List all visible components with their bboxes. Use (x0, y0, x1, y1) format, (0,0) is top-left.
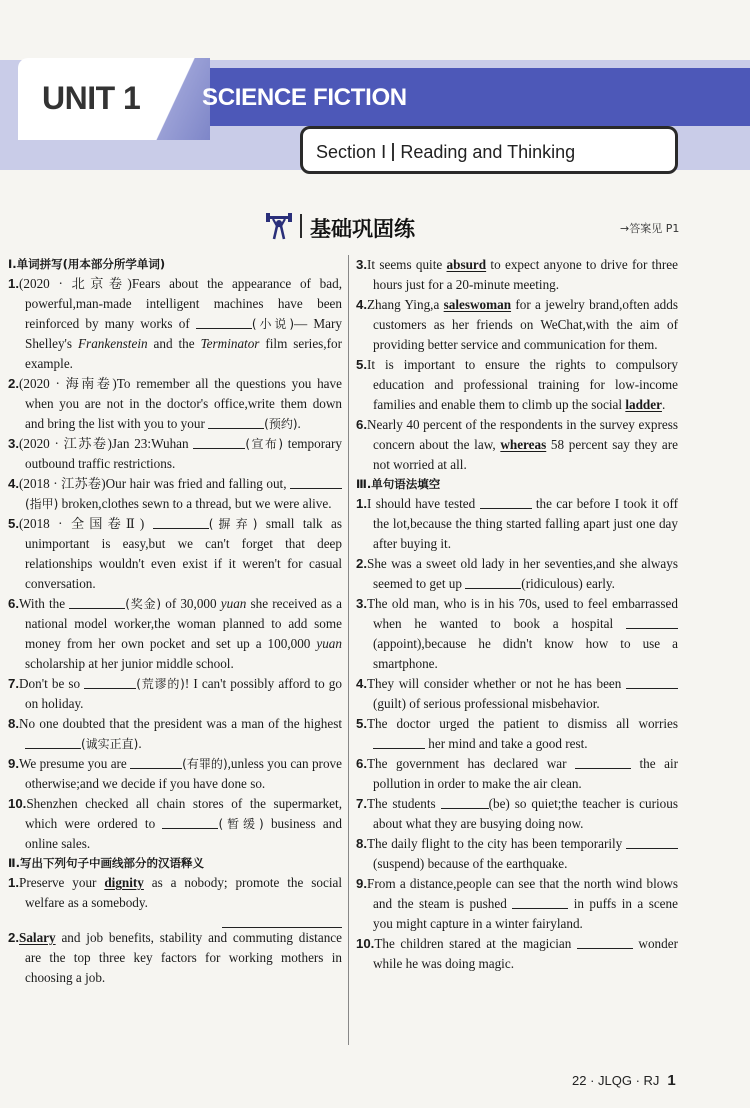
underlined-keyword: Salary (19, 930, 56, 945)
question-number: 5. (8, 516, 19, 531)
underlined-keyword: whereas (500, 437, 547, 452)
answer-blank[interactable] (626, 616, 678, 629)
answer-blank[interactable] (441, 796, 489, 809)
question-text: Preserve your (19, 875, 105, 890)
unit-topic: SCIENCE FICTION (202, 84, 407, 111)
right-column (356, 255, 678, 974)
question-number: 1. (356, 496, 367, 511)
grammar-question-2 (356, 554, 678, 594)
page-footer (572, 1072, 676, 1089)
hint-text: (小说) (251, 317, 295, 331)
answer-blank[interactable] (196, 316, 252, 329)
translation-question-4 (356, 295, 678, 355)
grammar-question-10 (356, 934, 678, 974)
grammar-question-9 (356, 874, 678, 934)
question-text: as a nobody; promote the social welfare as a somebody. (25, 875, 343, 910)
question-text: 58 percent say they are not worried at all. (373, 437, 679, 472)
question-text: Zhang Ying,a (367, 297, 444, 312)
question-number: 6. (8, 596, 19, 611)
question-1 (8, 274, 342, 374)
question-text: the air pollution in order to make the air clean. (373, 756, 678, 791)
question-2 (8, 374, 342, 434)
question-number: 5. (356, 716, 367, 731)
answer-reference: →答案见 P1 (620, 222, 680, 235)
answer-blank[interactable] (480, 496, 532, 509)
question-number: 7. (356, 796, 367, 811)
unit-title: UNIT 1 (42, 80, 141, 116)
hint-text: (宣布) (245, 437, 284, 451)
question-text: The children stared at the magician (374, 936, 577, 951)
question-text: ! I can't possibly afford to go on holiday. (25, 676, 342, 711)
question-text: because of the earthquake. (424, 856, 568, 871)
grammar-question-5 (356, 714, 678, 754)
question-number: 8. (8, 716, 19, 731)
question-number: 8. (356, 836, 367, 851)
question-text: of serious professional misbehavior. (405, 696, 600, 711)
grammar-question-1 (356, 494, 678, 554)
question-text: It seems quite (367, 257, 447, 272)
question-text: (2020 · 江苏卷)Jan 23:Wuhan (19, 436, 194, 451)
question-text: I should have tested (367, 496, 480, 511)
question-text: She was a sweet old lady in her seventies,and she always seemed to get up (367, 556, 678, 591)
question-number: 1. (8, 875, 19, 890)
hint-text: (指甲) (25, 497, 59, 511)
question-6 (8, 594, 342, 674)
question-number: 9. (356, 876, 367, 891)
question-text: They will consider whether or not he has been (367, 676, 626, 691)
question-text: No one doubted that the president was a man of the highest (19, 716, 342, 731)
answer-blank[interactable] (577, 936, 633, 949)
question-9 (8, 754, 342, 794)
practice-title: 基础巩固练 (310, 217, 415, 241)
question-text: . (138, 736, 142, 751)
question-number: 4. (356, 676, 367, 691)
question-text: — Mary Shelley's (25, 316, 342, 351)
column-divider (348, 255, 349, 1045)
question-text: (2018 · 江苏卷)Our hair was fried and falling out, (19, 476, 290, 491)
section-label: Section Ⅰ (316, 142, 387, 162)
hint-text: (有罪的) (182, 757, 228, 771)
practice-divider (300, 214, 302, 238)
question-text: (2018 · 全国卷Ⅱ) (19, 516, 153, 531)
question-text: The old man, who is in his 70s, used to feel embarrassed when he wanted to book a hospital (367, 596, 678, 631)
answer-blank[interactable] (626, 836, 678, 849)
answer-blank[interactable] (512, 896, 568, 909)
question-text: (2020 · 北京卷)Fears about the appearance of bad, powerful,man-made intelligent machines have been reinforced by many works of (19, 276, 342, 331)
hint-text: (摒弃) (208, 517, 258, 531)
question-number: 1. (8, 276, 19, 291)
section-divider (392, 143, 394, 161)
translation-question-5 (356, 355, 678, 415)
question-number: 3. (8, 436, 19, 451)
question-text: scholarship at her junior middle school. (25, 656, 234, 671)
question-number: 2. (356, 556, 367, 571)
grammar-question-8 (356, 834, 678, 874)
answer-blank[interactable] (69, 596, 125, 609)
question-text: . (297, 416, 301, 431)
question-text: early. (582, 576, 615, 591)
answer-blank[interactable] (84, 676, 136, 689)
question-text: (2020 · 海南卷)To remember all the questions you have when you are not in the doctor's office,write them down and bring the list with you to your (19, 376, 342, 431)
part3-heading: Ⅲ.单句语法填空 (356, 477, 441, 491)
hint-text: (诚实正直) (81, 737, 139, 751)
question-number: 4. (8, 476, 19, 491)
question-8 (8, 714, 342, 754)
question-number: 3. (356, 257, 367, 272)
question-text: film series,for example. (25, 336, 342, 371)
question-number: 10. (8, 796, 27, 811)
answer-line[interactable] (222, 913, 342, 928)
question-5 (8, 514, 342, 594)
question-text: ,unless you can prove otherwise;and we decide if you have done so. (25, 756, 342, 791)
part2-heading: Ⅱ.写出下列句子中画线部分的汉语释义 (8, 856, 204, 870)
unit-tab-fold (150, 58, 210, 140)
translation-question-2 (8, 928, 342, 988)
answer-blank[interactable] (626, 676, 678, 689)
grammar-question-3 (356, 594, 678, 674)
question-number: 10. (356, 936, 375, 951)
question-text: wonder while he was doing magic. (373, 936, 678, 971)
italic-title: Terminator (200, 336, 260, 351)
question-text: The daily flight to the city has been temporarily (367, 836, 626, 851)
underlined-keyword: absurd (446, 257, 487, 272)
hint-text: (appoint) (373, 636, 422, 651)
hint-text: (奖金) (125, 597, 162, 611)
question-number: 7. (8, 676, 19, 691)
question-text: business and online sales. (25, 816, 342, 851)
hint-text: (suspend) (373, 856, 425, 871)
question-number: 9. (8, 756, 19, 771)
question-text: the car before I took it off the lot,because the thing started falling apart just one day after buying it. (373, 496, 678, 551)
hint-text: (guilt) (373, 696, 406, 711)
question-number: 4. (356, 297, 367, 312)
question-text: With the (19, 596, 70, 611)
hint-text: (暂缓) (218, 817, 264, 831)
question-text: of 30,000 (161, 596, 221, 611)
question-text: The students (367, 796, 441, 811)
answer-blank[interactable] (130, 756, 182, 769)
question-text: It is important to ensure the rights to compulsory education and professional training for low-income families and enable them to climb up the social (367, 357, 678, 412)
question-text: she received as a national model worker,the woman planned to add some money from her own pocket and set up a 100,000 (25, 596, 342, 651)
question-number: 5. (356, 357, 367, 372)
question-text: small talk as unimportant is easy,but we can't forget that deep relationships wouldn't even exist if it weren't for casual conversation. (25, 516, 342, 591)
underlined-keyword: saleswoman (443, 297, 512, 312)
italic-word: yuan (220, 596, 247, 611)
book-code: 22 · JLQG · RJ (572, 1073, 660, 1088)
question-text: and job benefits, stability and commuting distance are the top three key factors for working mothers in choosing a job. (25, 930, 342, 985)
hint-text: (预约) (264, 417, 298, 431)
question-number: 2. (8, 376, 19, 391)
grammar-question-4 (356, 674, 678, 714)
question-text: Nearly 40 percent of the respondents in the survey express concern about the law, (367, 417, 678, 452)
italic-title: Frankenstein (78, 336, 148, 351)
answer-blank[interactable] (465, 576, 521, 589)
section-heading (316, 142, 575, 163)
question-text: temporary outbound traffic restrictions. (25, 436, 342, 471)
question-10 (8, 794, 342, 854)
question-text: Shenzhen checked all chain stores of the supermarket, which were ordered to (25, 796, 342, 831)
grammar-question-6 (356, 754, 678, 794)
answer-blank[interactable] (208, 416, 264, 429)
answer-blank[interactable] (153, 516, 209, 529)
answer-blank[interactable] (575, 756, 631, 769)
question-text: From a distance,people can see that the north wind blows and the steam is pushed (367, 876, 678, 911)
question-text: The government has declared war (367, 756, 575, 771)
section-title: Reading and Thinking (400, 142, 576, 162)
translation-question-6 (356, 415, 678, 475)
question-3 (8, 434, 342, 474)
question-number: 2. (8, 930, 19, 945)
part1-heading: Ⅰ.单词拼写(用本部分所学单词) (8, 257, 166, 271)
question-text: ,because he didn't know how to use a smartphone. (373, 636, 678, 671)
translation-question-3 (356, 255, 678, 295)
question-number: 6. (356, 417, 367, 432)
underlined-keyword: ladder (625, 397, 662, 412)
question-text: for a jewelry brand,often adds customers as her friends on WeChat,with the aim of providing better service and communication for them. (373, 297, 678, 352)
question-text: . (661, 397, 666, 412)
answer-blank[interactable] (193, 436, 245, 449)
left-column (8, 255, 342, 988)
question-text: in puffs in a scene you might capture in a winter fairyland. (373, 896, 678, 931)
question-text: The doctor urged the patient to dismiss all worries (367, 716, 678, 731)
question-text: to expect anyone to drive for three hours just for a 20-minute meeting. (373, 257, 678, 292)
hint-text: (ridiculous) (521, 576, 583, 591)
question-text: and the (147, 336, 201, 351)
page-number: 1 (667, 1072, 676, 1089)
question-text: Don't be so (19, 676, 85, 691)
weightlifter-icon (266, 212, 292, 240)
question-number: 3. (356, 596, 367, 611)
answer-blank[interactable] (290, 476, 342, 489)
underlined-keyword: dignity (104, 875, 144, 890)
question-7 (8, 674, 342, 714)
hint-text: (be) (488, 796, 510, 811)
answer-blank[interactable] (162, 816, 218, 829)
question-text: her mind and take a good rest. (425, 736, 588, 751)
question-text: so quiet;the teacher is curious about what they are busying doing now. (373, 796, 678, 831)
answer-blank[interactable] (373, 736, 425, 749)
hint-text: (荒谬的) (136, 677, 185, 691)
grammar-question-7 (356, 794, 678, 834)
answer-blank[interactable] (25, 736, 81, 749)
translation-question-1 (8, 873, 342, 928)
question-number: 6. (356, 756, 367, 771)
question-text: We presume you are (19, 756, 131, 771)
question-text: broken,clothes sewn to a thread, but we were alive. (58, 496, 332, 511)
question-4 (8, 474, 342, 514)
italic-word: yuan (316, 636, 342, 651)
